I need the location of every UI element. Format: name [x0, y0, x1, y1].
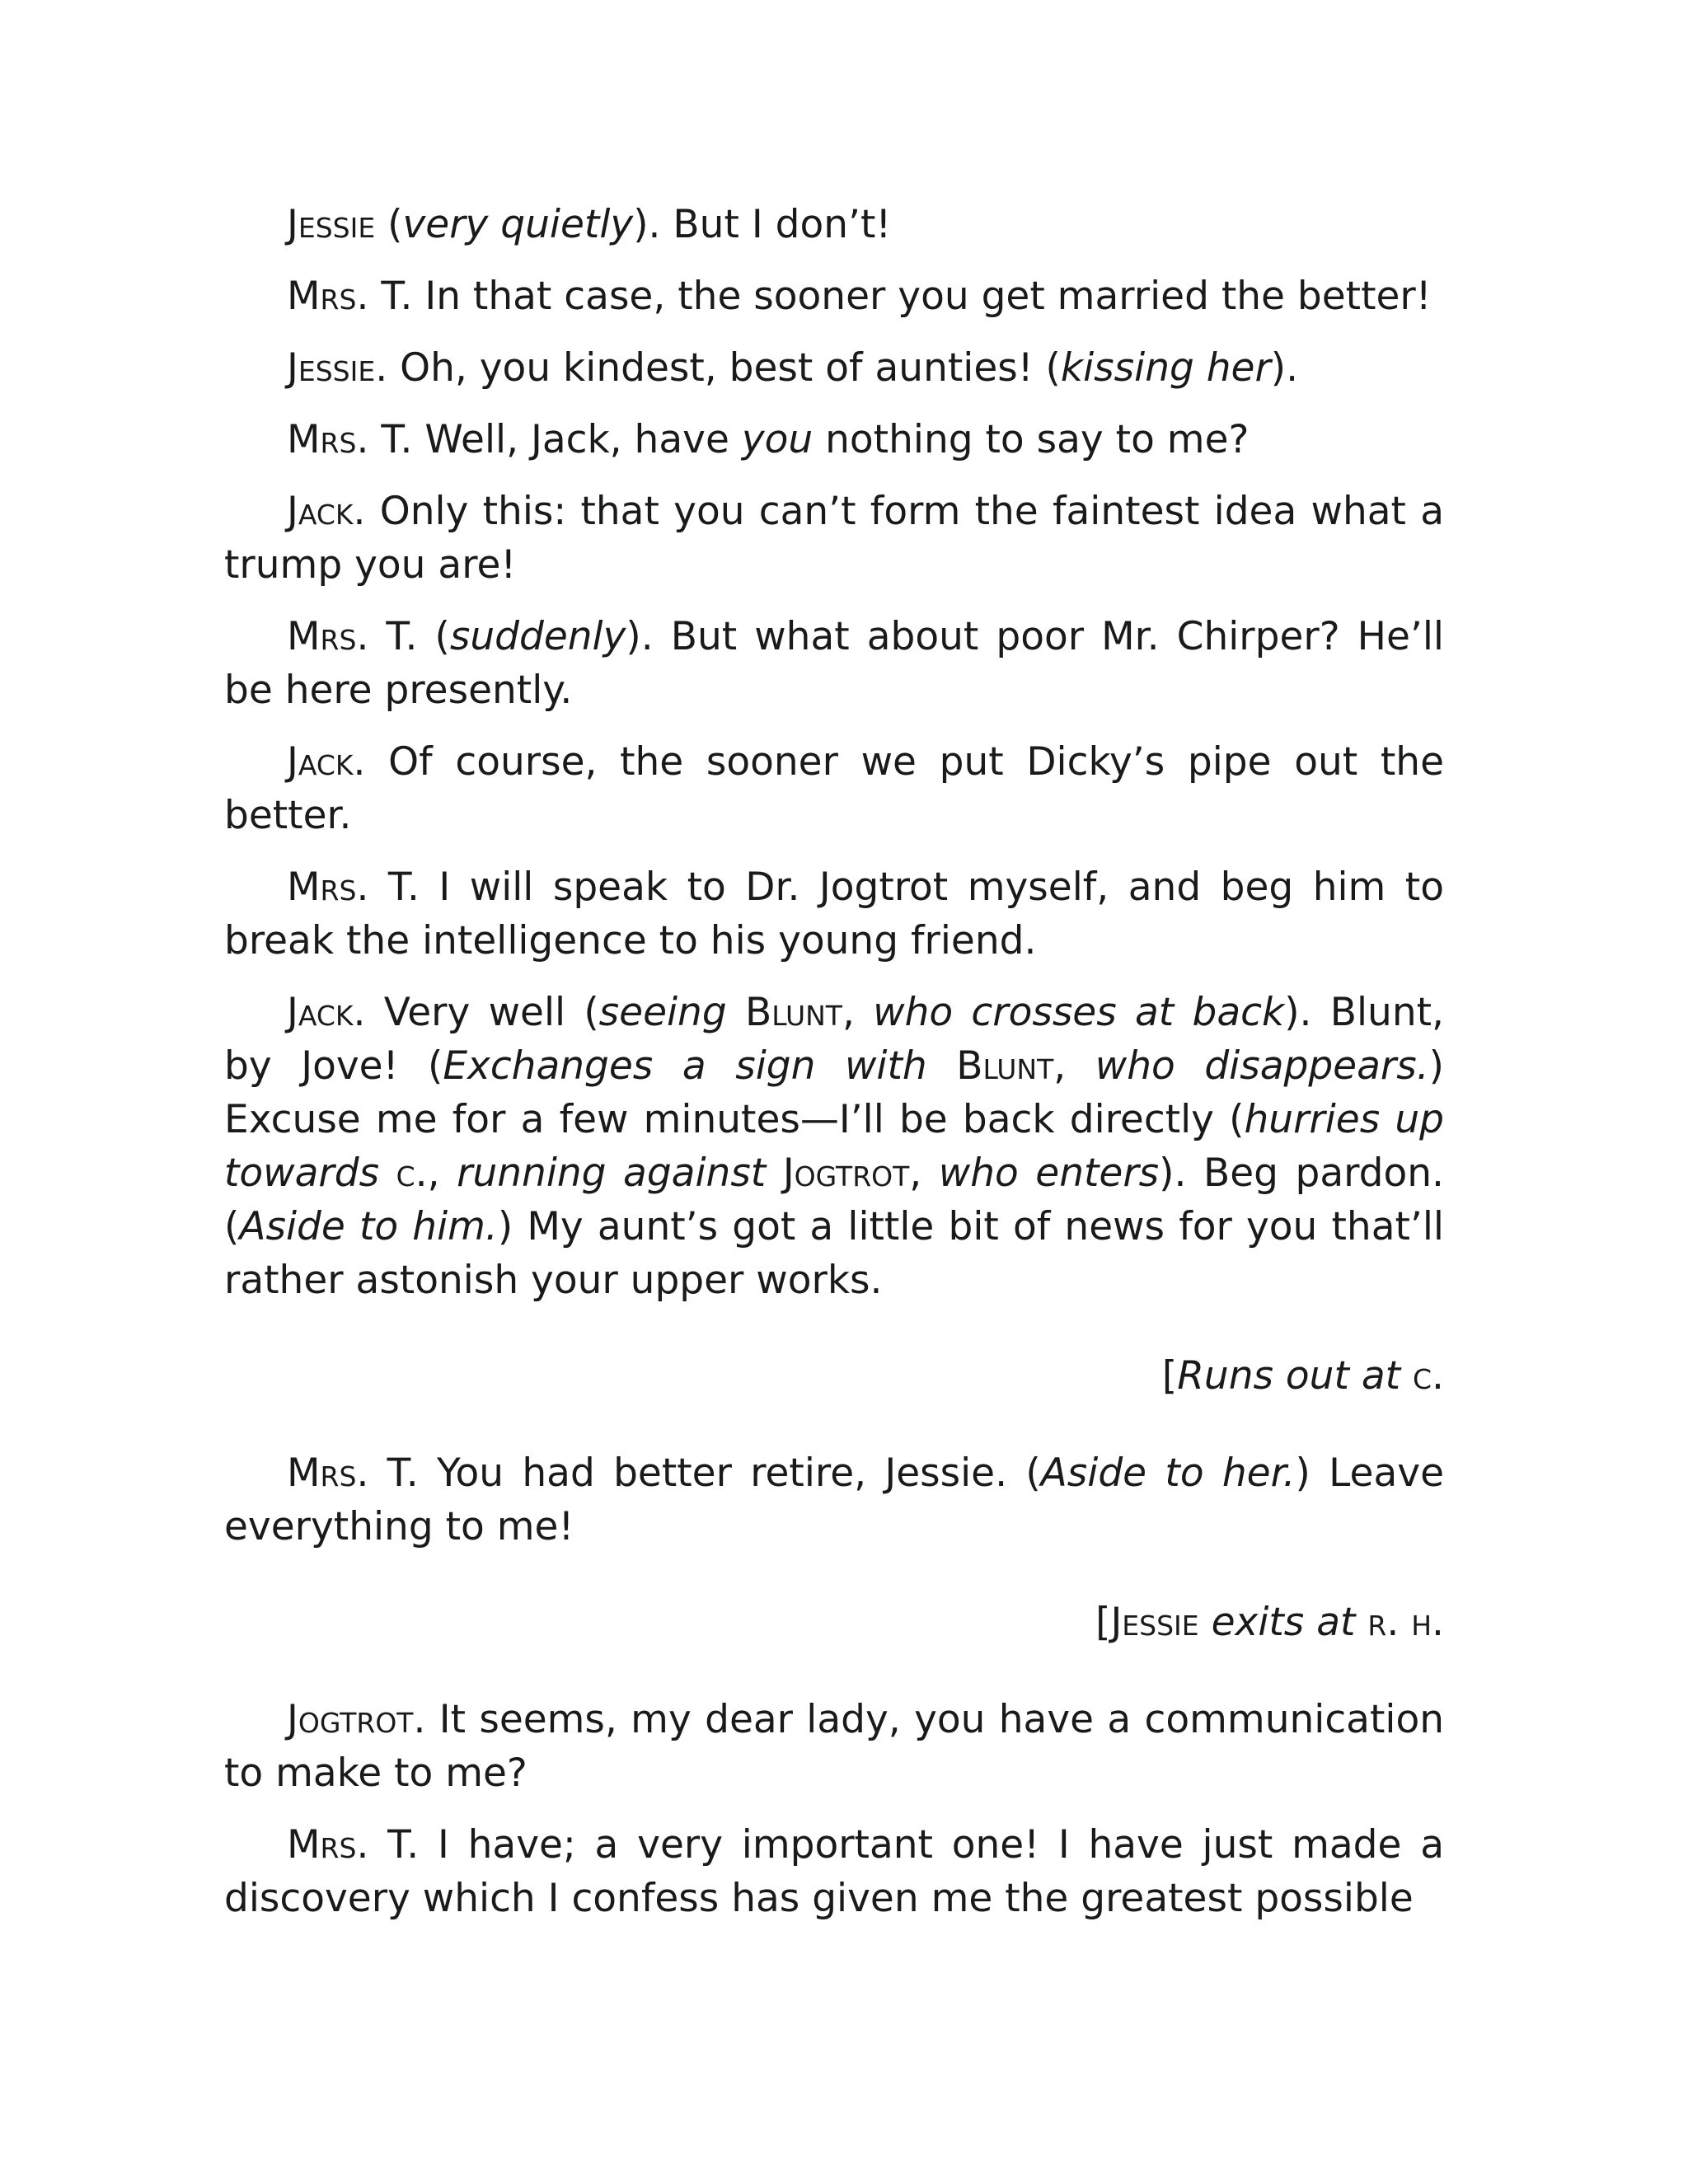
small-caps-text: r. h.	[1367, 1600, 1444, 1645]
small-caps-text: Jessie	[1110, 1600, 1199, 1645]
dialogue-paragraph	[224, 735, 1444, 842]
text-run: . It seems, my dear lady, you have a communication to make to me?	[224, 1697, 1444, 1796]
italic-text: suddenly	[449, 614, 626, 659]
small-caps-text: Jack	[287, 489, 354, 534]
small-caps-text: Jogtrot	[287, 1697, 414, 1742]
small-caps-text: Mrs	[287, 417, 357, 462]
italic-text: who disappears.	[1095, 1043, 1429, 1089]
text-run	[1199, 1600, 1212, 1645]
italic-text: Aside to him.	[239, 1204, 498, 1249]
text-run: . Very well (	[353, 990, 599, 1035]
text-run	[1400, 1353, 1413, 1399]
text-run	[1355, 1600, 1367, 1645]
stage-direction	[224, 1596, 1444, 1649]
text-run: [	[1161, 1353, 1178, 1399]
small-caps-text: Blunt	[956, 1043, 1054, 1089]
document-page	[224, 198, 1444, 1943]
text-run	[766, 1151, 783, 1196]
small-caps-text: Mrs	[287, 274, 357, 319]
italic-text: running against	[457, 1151, 767, 1196]
italic-text: exits at	[1211, 1600, 1356, 1645]
text-run: . T. (	[356, 614, 450, 659]
dialogue-paragraph	[224, 1693, 1444, 1800]
text-run: . T. Well, Jack, have	[356, 417, 742, 462]
text-run: ) My aunt’s got a little bit of news for you that’ll rather astonish your upper works.	[224, 1204, 1444, 1303]
text-run: . T. I will speak to Dr. Jogtrot myself, and beg him to break the intelligence to his young friend.	[224, 865, 1444, 963]
dialogue-paragraph	[224, 986, 1444, 1307]
text-run: . T. You had better retire, Jessie. (	[356, 1451, 1041, 1496]
small-caps-text: Mrs	[287, 865, 357, 910]
small-caps-text: Mrs	[287, 614, 357, 659]
text-run: [	[1095, 1600, 1111, 1645]
text-run: ). Blunt, by Jove! (	[224, 990, 1444, 1089]
italic-text: seeing	[598, 990, 727, 1035]
italic-text: Runs out at	[1177, 1353, 1401, 1399]
text-run: ). But what about poor Mr. Chirper? He’ll be here presently.	[224, 614, 1444, 713]
text-run: ).	[1270, 345, 1299, 391]
text-run: nothing to say to me?	[813, 417, 1250, 462]
small-caps-text: Jack	[287, 739, 354, 785]
small-caps-text: Jack	[287, 990, 354, 1035]
text-run: ). Beg pardon. (	[224, 1151, 1444, 1249]
italic-text: very quietly	[402, 202, 634, 247]
text-run	[727, 990, 745, 1035]
small-caps-text: c.,	[396, 1151, 440, 1196]
dialogue-paragraph	[224, 610, 1444, 717]
dialogue-paragraph	[224, 413, 1444, 466]
text-run: . Only this: that you can’t form the faintest idea what a trump you are!	[224, 489, 1444, 588]
italic-text: Exchanges a sign with	[443, 1043, 927, 1089]
stage-direction	[224, 1349, 1444, 1403]
dialogue-paragraph	[224, 269, 1444, 323]
text-run: ,	[909, 1151, 939, 1196]
text-run: ). But I don’t!	[633, 202, 892, 247]
text-run: . Oh, you kindest, best of aunties! (	[375, 345, 1061, 391]
small-caps-text: Mrs	[287, 1822, 357, 1868]
text-run	[440, 1151, 457, 1196]
dialogue-paragraph	[224, 341, 1444, 395]
text-run	[927, 1043, 957, 1089]
text-run: ) Leave everything to me!	[224, 1451, 1444, 1549]
dialogue-paragraph	[224, 485, 1444, 592]
dialogue-paragraph	[224, 1446, 1444, 1554]
small-caps-text: Jessie	[287, 345, 376, 391]
small-caps-text: Blunt	[744, 990, 842, 1035]
dialogue-paragraph	[224, 860, 1444, 968]
text-run: . Of course, the sooner we put Dicky’s pipe out the better.	[224, 739, 1444, 838]
italic-text: kissing her	[1060, 345, 1271, 391]
dialogue-paragraph	[224, 1818, 1444, 1925]
italic-text: hurries up towards	[224, 1097, 1444, 1196]
text-run: . T. In that case, the sooner you get married the better!	[356, 274, 1432, 319]
dialogue-paragraph	[224, 198, 1444, 251]
text-run: . T. I have; a very important one! I have just made a discovery which I confess has given me the greatest possible	[224, 1822, 1444, 1921]
text-run	[379, 1151, 396, 1196]
small-caps-text: Jogtrot	[782, 1151, 910, 1196]
italic-text: you	[741, 417, 814, 462]
italic-text: Aside to her.	[1040, 1451, 1296, 1496]
small-caps-text: c.	[1413, 1353, 1444, 1399]
small-caps-text: Jessie	[287, 202, 376, 247]
small-caps-text: Mrs	[287, 1451, 357, 1496]
italic-text: who crosses at back	[873, 990, 1285, 1035]
text-run: ,	[842, 990, 874, 1035]
text-run: ,	[1053, 1043, 1095, 1089]
italic-text: who enters	[938, 1151, 1160, 1196]
text-run: ) Excuse me for a few minutes—I’ll be back directly (	[224, 1043, 1444, 1142]
text-run: (	[375, 202, 403, 247]
